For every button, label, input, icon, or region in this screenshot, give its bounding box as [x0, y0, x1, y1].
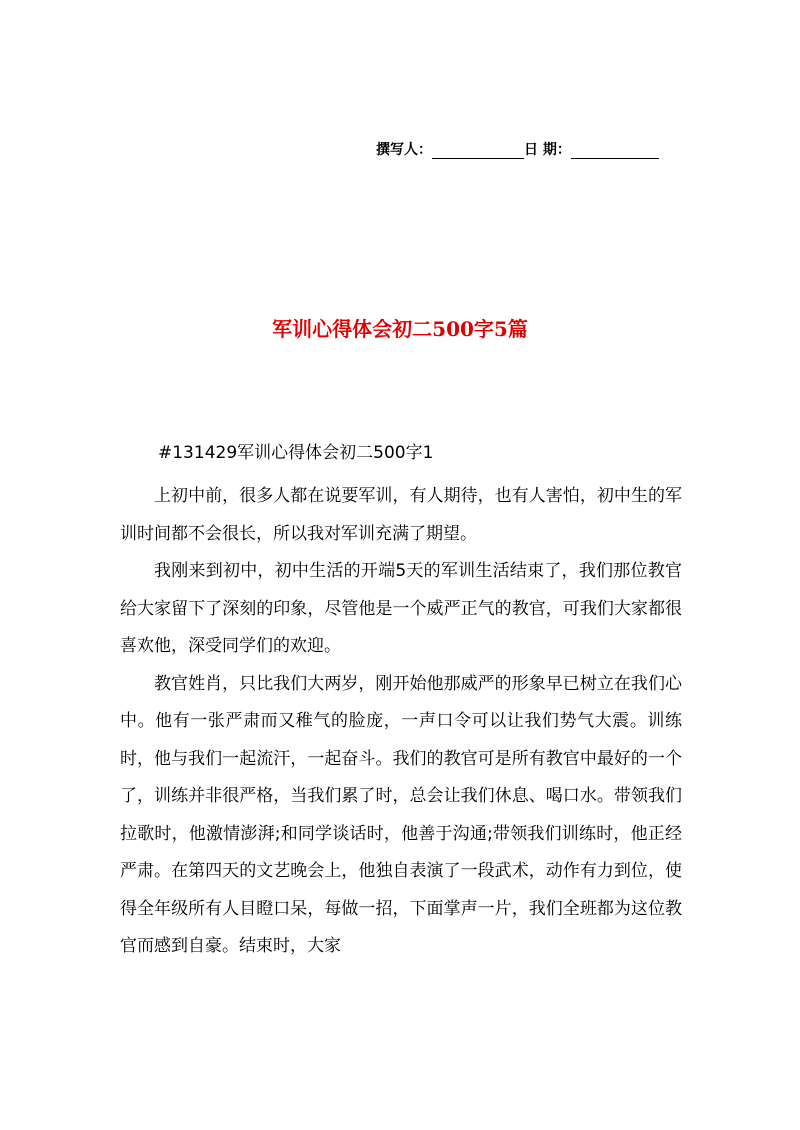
author-label: 撰写人：	[376, 142, 432, 158]
date-label: 日 期：	[524, 142, 571, 158]
author-date-line	[376, 139, 686, 159]
paragraph: 教官姓肖，只比我们大两岁，刚开始他那威严的形象早已树立在我们心中。他有一张严肃而又稚气的脸庞，一声口令可以让我们势气大震。训练时，他与我们一起流汗，一起奋斗。我们的教官可是所有教官中最好的一个了，训练并非很严格，当我们累了时，总会让我们休息、喝口水。带领我们拉歌时，他激情澎湃;和同学谈话时，他善于沟通;带领我们训练时，他正经严肃。在第四天的文艺晚会上，他独自表演了一段武术，动作有力到位，使得全年级所有人目瞪口呆，每做一招，下面掌声一片，我们全班都为这位教官而感到自豪。结束时，大家	[120, 673, 682, 956]
date-blank	[571, 144, 659, 159]
paragraph: 我刚来到初中，初中生活的开端5天的军训生活结束了，我们那位教官给大家留下了深刻的印象，尽管他是一个威严正气的教官，可我们大家都很喜欢他，深受同学们的欢迎。	[120, 561, 682, 656]
paragraph: 上初中前，很多人都在说要军训，有人期待，也有人害怕，初中生的军训时间都不会很长，所以我对军训充满了期望。	[120, 486, 682, 544]
body-text	[120, 478, 682, 966]
section-heading: #131429军训心得体会初二500字1	[158, 443, 434, 463]
document-title: 军训心得体会初二500字5篇	[272, 317, 528, 341]
author-blank	[432, 144, 524, 159]
